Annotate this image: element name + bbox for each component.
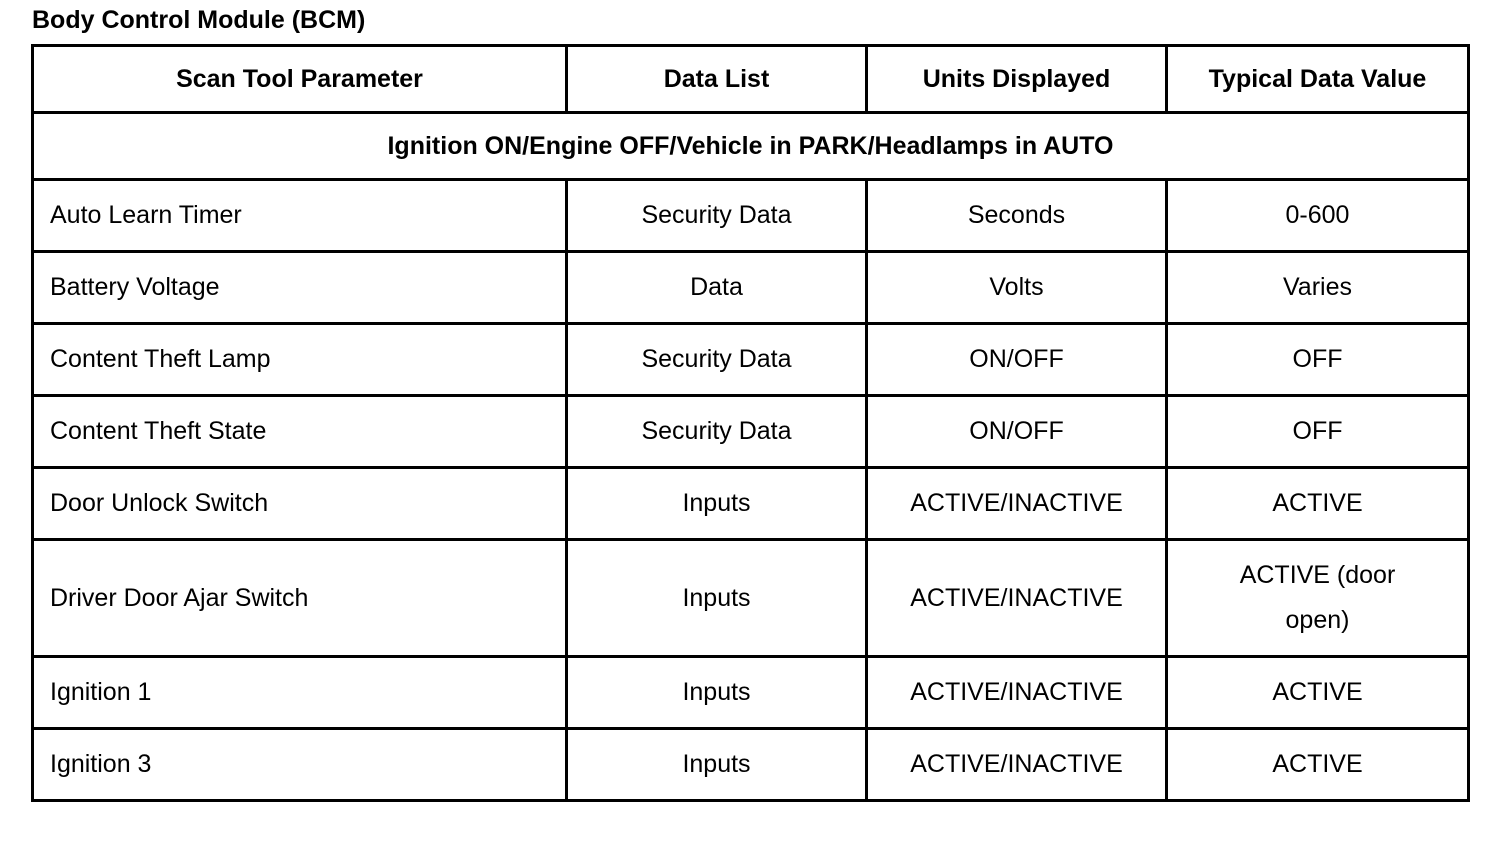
value-cell — [1167, 540, 1469, 657]
parameter-cell: Battery Voltage — [33, 252, 567, 324]
parameter-cell: Door Unlock Switch — [33, 468, 567, 540]
table-row — [33, 657, 1469, 729]
units-cell: Seconds — [867, 180, 1167, 252]
value-text: ACTIVE (door open) — [1239, 561, 1396, 634]
parameter-cell: Driver Door Ajar Switch — [33, 540, 567, 657]
data-list-cell: Data — [567, 252, 867, 324]
data-list-cell: Inputs — [567, 729, 867, 801]
document-title: Body Control Module (BCM) — [32, 6, 366, 34]
data-list-cell: Security Data — [567, 180, 867, 252]
table-row — [33, 540, 1469, 657]
parameter-cell: Content Theft State — [33, 396, 567, 468]
condition-text: Ignition ON/Engine OFF/Vehicle in PARK/Headlamps in AUTO — [33, 113, 1469, 180]
units-cell: ACTIVE/INACTIVE — [867, 657, 1167, 729]
parameter-cell: Ignition 3 — [33, 729, 567, 801]
units-cell: Volts — [867, 252, 1167, 324]
header-scan-tool-parameter: Scan Tool Parameter — [33, 46, 567, 113]
data-list-cell: Security Data — [567, 396, 867, 468]
units-cell: ON/OFF — [867, 324, 1167, 396]
value-cell: ACTIVE — [1167, 729, 1469, 801]
value-cell: OFF — [1167, 396, 1469, 468]
value-cell: ACTIVE — [1167, 468, 1469, 540]
condition-row — [33, 113, 1469, 180]
units-cell: ACTIVE/INACTIVE — [867, 729, 1167, 801]
value-cell: OFF — [1167, 324, 1469, 396]
data-list-cell: Security Data — [567, 324, 867, 396]
value-cell: 0-600 — [1167, 180, 1469, 252]
header-typical-data-value: Typical Data Value — [1167, 46, 1469, 113]
units-cell: ON/OFF — [867, 396, 1167, 468]
parameter-cell: Content Theft Lamp — [33, 324, 567, 396]
data-list-cell: Inputs — [567, 657, 867, 729]
header-units-displayed: Units Displayed — [867, 46, 1167, 113]
parameter-cell: Ignition 1 — [33, 657, 567, 729]
data-list-cell: Inputs — [567, 468, 867, 540]
value-cell: ACTIVE — [1167, 657, 1469, 729]
value-cell: Varies — [1167, 252, 1469, 324]
table-row — [33, 324, 1469, 396]
header-data-list: Data List — [567, 46, 867, 113]
table-row — [33, 180, 1469, 252]
bcm-data-table — [31, 44, 1470, 802]
data-list-cell: Inputs — [567, 540, 867, 657]
table-row — [33, 252, 1469, 324]
header-row — [33, 46, 1469, 113]
table-row — [33, 396, 1469, 468]
table-row — [33, 729, 1469, 801]
parameter-cell: Auto Learn Timer — [33, 180, 567, 252]
units-cell: ACTIVE/INACTIVE — [867, 468, 1167, 540]
table-row — [33, 468, 1469, 540]
units-cell: ACTIVE/INACTIVE — [867, 540, 1167, 657]
